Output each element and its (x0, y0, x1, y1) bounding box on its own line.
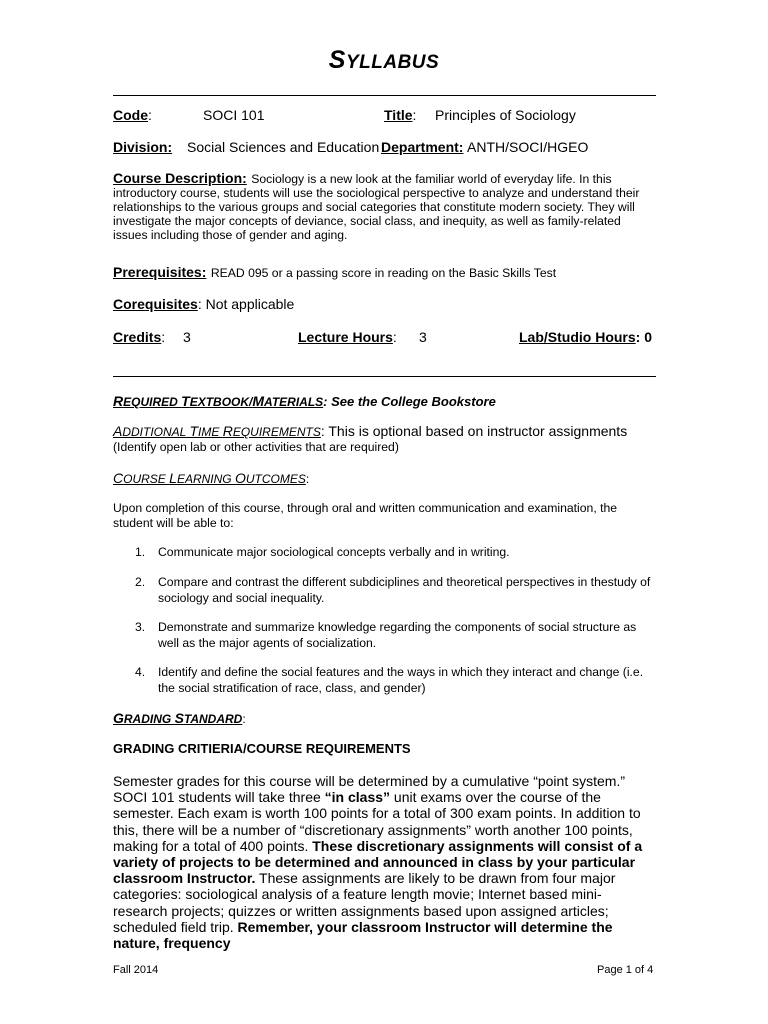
top-divider (113, 95, 656, 96)
credits-label: Credits: (113, 329, 166, 345)
lab-hours: Lab/Studio Hours: 0 (519, 329, 653, 345)
grading-criteria-heading: GRADING CRITIERIA/COURSE REQUIREMENTS (113, 741, 411, 756)
lecture-hours-label: Lecture Hours: (298, 329, 397, 345)
grading-standard-heading: GRADING STANDARD: (113, 710, 246, 726)
time-requirements-note: (Identify open lab or other activities that are required) (113, 440, 399, 454)
outcomes-intro: Upon completion of this course, through oral and written communication and examination, the student will be able to: (113, 501, 618, 530)
division-value: Social Sciences and Education (187, 139, 380, 155)
title-field: Title: (384, 107, 417, 123)
prerequisites: Prerequisites: READ 095 or a passing score in reading on the Basic Skills Test (113, 264, 557, 280)
credits-value: 3 (183, 329, 191, 345)
footer-semester: Fall 2014 (113, 964, 159, 976)
lecture-hours-value: 3 (419, 329, 427, 345)
title-value: Principles of Sociology (435, 107, 576, 123)
department-label: Department: (381, 139, 464, 155)
course-learning-outcomes-heading: COURSE LEARNING OUTCOMES: (113, 470, 310, 486)
section-divider (113, 376, 656, 377)
footer-page-number: Page 1 of 4 (597, 964, 654, 976)
code-value: SOCI 101 (203, 107, 265, 123)
outcomes-list: 1. Communicate major sociological concepts verbally and in writing. 2. Compare and contrast the different subdiciplines and theoretical perspectives in thestudy of sociology and social inequality. 3. Demonstrate and summarize knowledge regarding the components of social structure as well as the major agents of socialization. 4. Identify and define the social features and the ways in which they interact and change (i.e. the social stratification of race, class, and gender) (135, 545, 651, 695)
department-value: ANTH/SOCI/HGEO (467, 139, 589, 155)
required-textbook: REQUIRED TEXTBOOK/MATERIALS: See the College Bookstore (113, 393, 496, 409)
page-title: SYLLABUS (328, 46, 440, 74)
additional-time-requirements: ADDITIONAL TIME REQUIREMENTS: This is optional based on instructor assignments (113, 423, 628, 439)
code-field: Code: (113, 107, 152, 123)
course-description: Course Description: Sociology is a new look at the familiar world of everyday life. In this introductory course, students will use the sociological perspective to analyze and understand their relationships to the various groups and social categories that constitute modern society. They will investigate the major concepts of deviance, social class, and inequity, as well as family-related issues including those of gender and aging. (113, 170, 640, 242)
grading-paragraph: Semester grades for this course will be determined by a cumulative “point system.” SOCI 101 students will take three “in class” unit exams over the course of the semester. Each exam is worth 100 points for a total of 300 exam points. In addition to this, there will be a number of “discretionary assignments” worth another 100 points, making for a total of 400 points. These discretionary assignments will consist of a variety of projects to be determined and announced in class by your particular classroom Instructor. These assignments are likely to be drawn from four major categories: sociological analysis of a feature length movie; Internet based mini-research projects; quizzes or written assignments based upon assigned articles; scheduled field trip. Remember, your classroom Instructor will determine the nature, frequency (113, 773, 643, 952)
division-label: Division: (113, 139, 173, 155)
corequisites: Corequisites: Not applicable (113, 296, 295, 312)
